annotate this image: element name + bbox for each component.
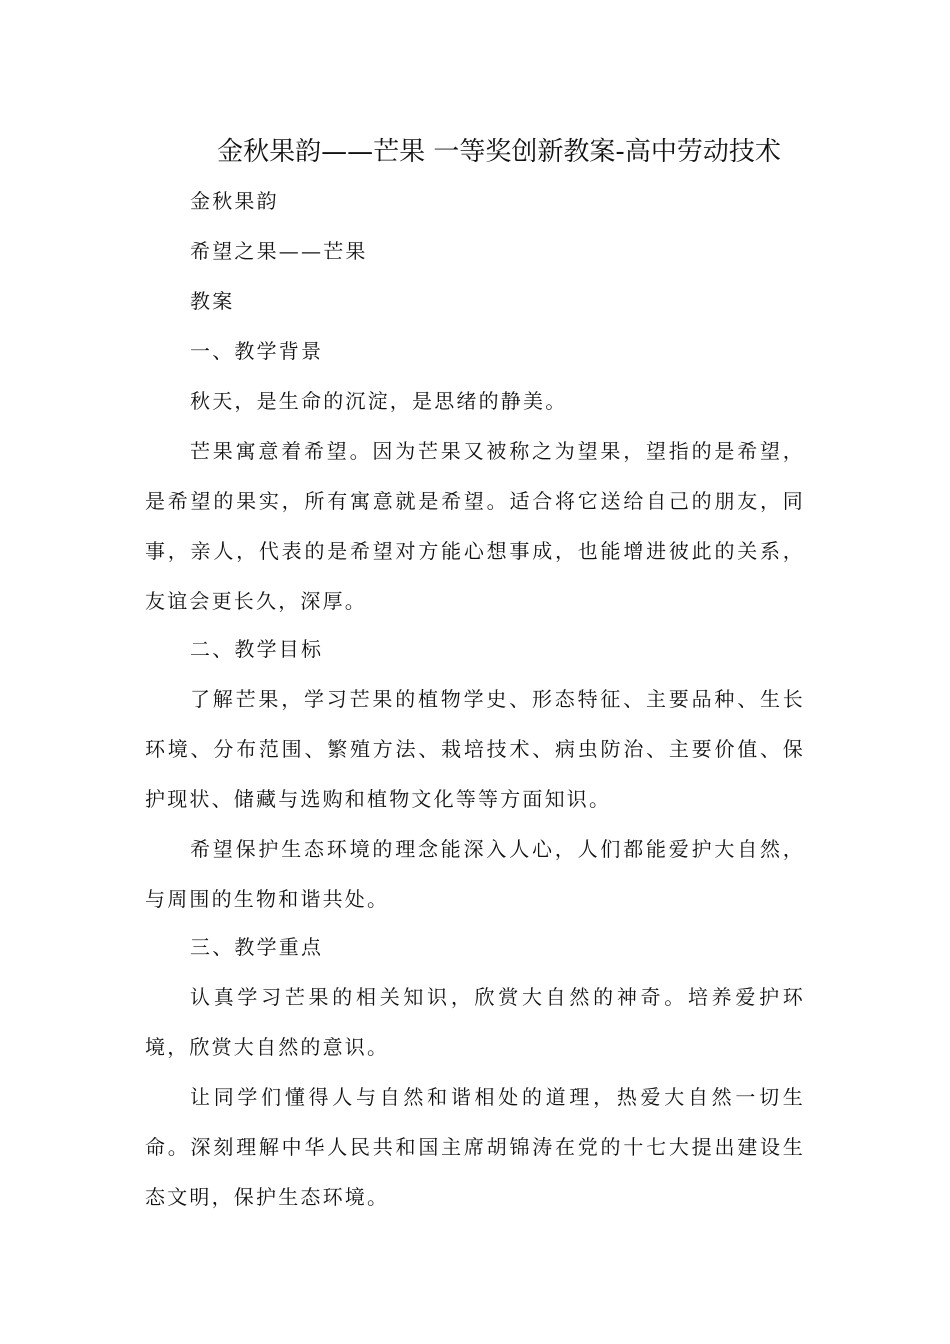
paragraph-learn-mango: 了解芒果，学习芒果的植物学史、形态特征、主要品种、生长环境、分布范围、繁殖方法、栽培技术、病虫防治、主要价值、保护现状、储藏与选购和植物文化等等方面知识。 bbox=[145, 687, 805, 811]
document-title: 金秋果韵——芒果 一等奖创新教案-高中劳动技术 bbox=[217, 137, 781, 167]
paragraph-study-mango: 认真学习芒果的相关知识，欣赏大自然的神奇。培养爱护环境，欣赏大自然的意识。 bbox=[145, 985, 805, 1059]
paragraph-mango-meaning: 芒果寓意着希望。因为芒果又被称之为望果，望指的是希望，是希望的果实，所有寓意就是希望。适合将它送给自己的朋友，同事，亲人，代表的是希望对方能心想事成，也能增进彼此的关系，友谊会更长久，深厚。 bbox=[145, 439, 805, 613]
paragraph-harmony-nature: 让同学们懂得人与自然和谐相处的道理，热爱大自然一切生命。深刻理解中华人民共和国主席胡锦涛在党的十七大提出建设生态文明，保护生态环境。 bbox=[145, 1085, 805, 1209]
paragraph-autumn: 秋天，是生命的沉淀，是思绪的静美。 bbox=[190, 389, 568, 413]
paragraph-protect-environment: 希望保护生态环境的理念能深入人心，人们都能爱护大自然，与周围的生物和谐共处。 bbox=[145, 837, 805, 911]
subtitle-golden-autumn: 金秋果韵 bbox=[190, 189, 279, 213]
section-heading-key-points: 三、教学重点 bbox=[190, 935, 324, 959]
subtitle-lesson-plan: 教案 bbox=[190, 289, 235, 313]
section-heading-background: 一、教学背景 bbox=[190, 339, 324, 363]
subtitle-hope-fruit: 希望之果——芒果 bbox=[190, 239, 368, 263]
section-heading-objectives: 二、教学目标 bbox=[190, 637, 324, 661]
